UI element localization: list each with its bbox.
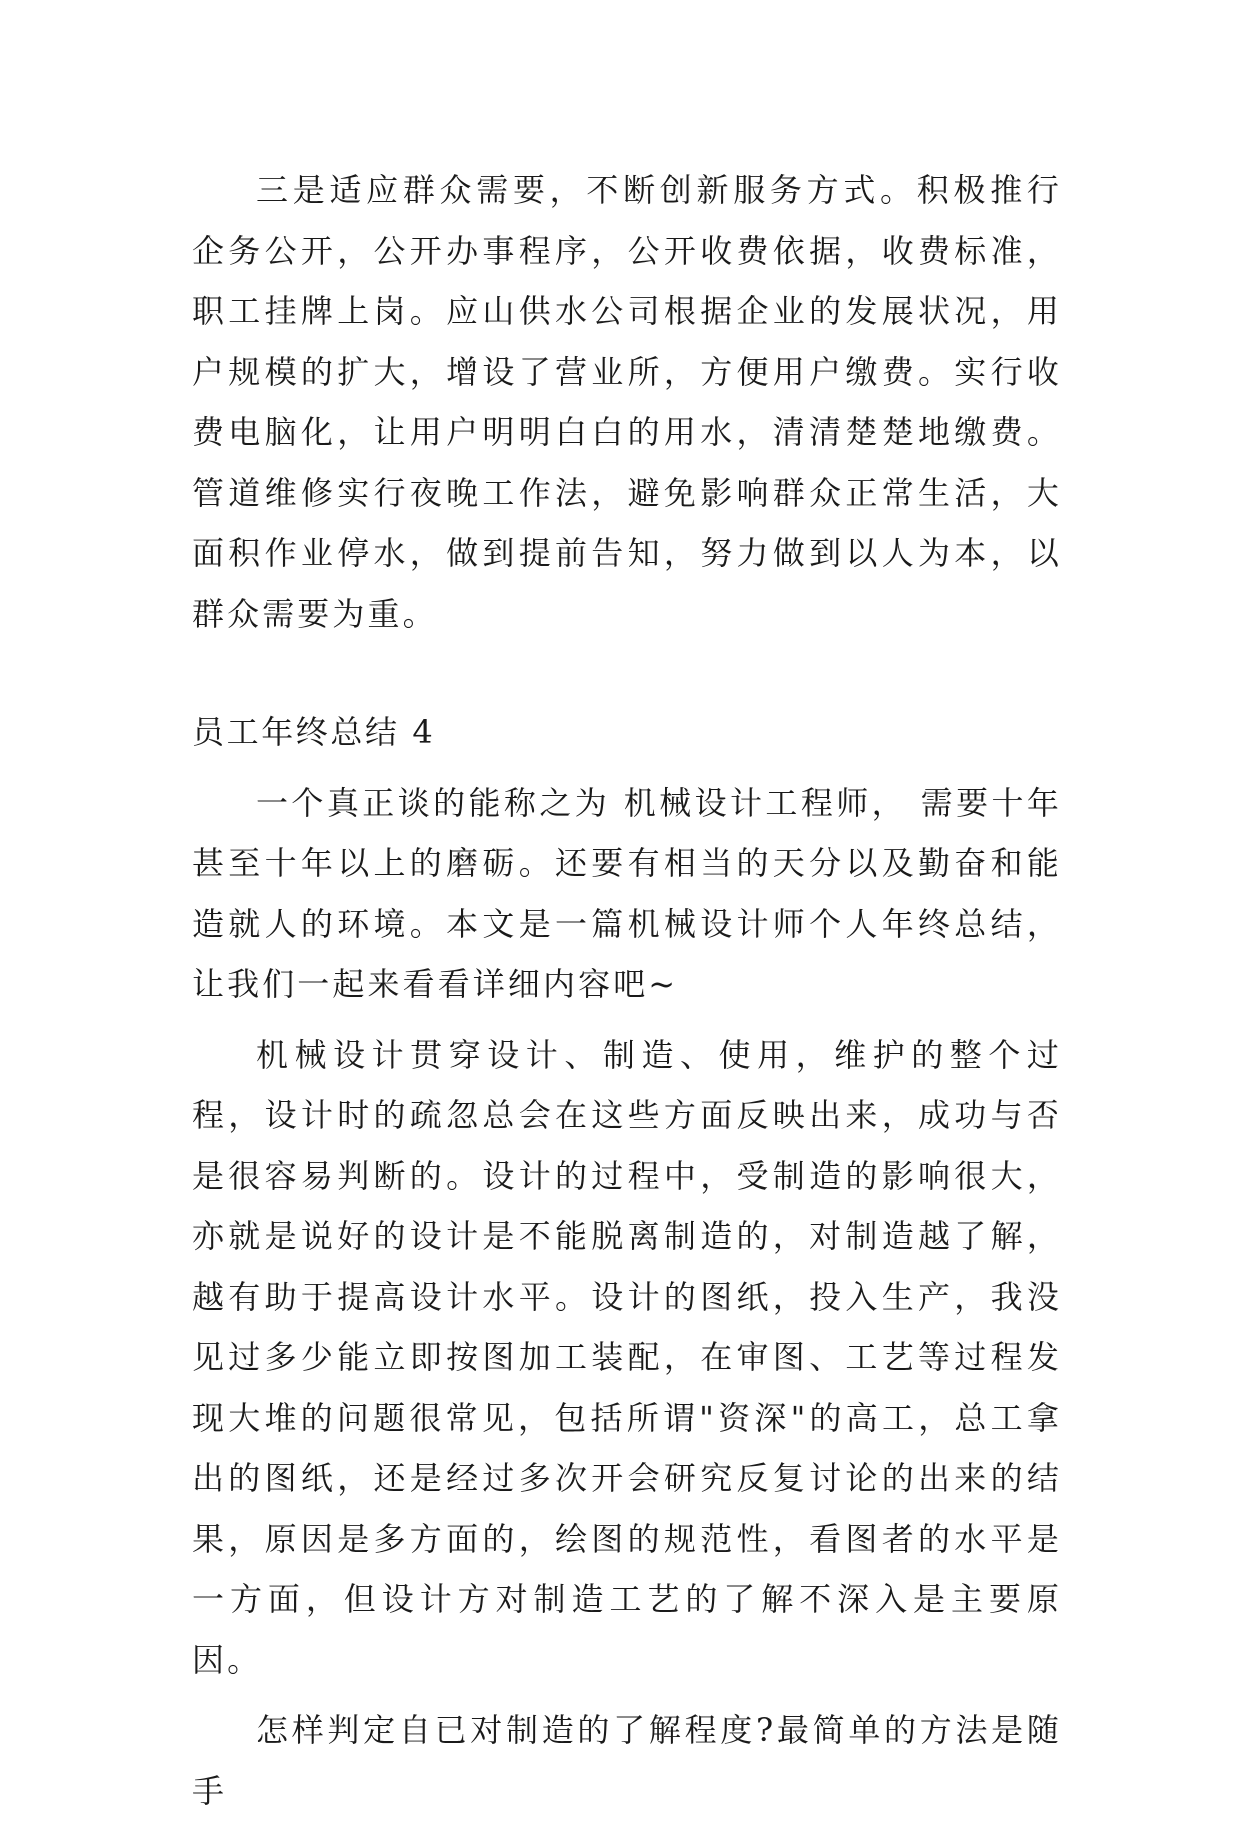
section-heading: 员工年终总结 4 xyxy=(192,713,436,751)
paragraph-understanding-manufacturing: 怎样判定自已对制造的了解程度?最简单的方法是随手 xyxy=(192,1711,1062,1810)
paragraph-design-manufacturing: 机械设计贯穿设计、制造、使用，维护的整个过程，设计时的疏忽总会在这些方面反映出来，成功与否是很容易判断的。设计的过程中，受制造的影响很大，亦就是说好的设计是不能脱离制造的，对制造越了解，越有助于提高设计水平。设计的图纸，投入生产，我没见过多少能立即按图加工装配，在审图、工艺等过程发现大堆的问题很常见，包括所谓"资深"的高工，总工拿出的图纸，还是经过多次开会研究反复讨论的出来的结果，原因是多方面的，绘图的规范性，看图者的水平是一方面，但设计方对制造工艺的了解不深入是主要原因。 xyxy=(192,1035,1062,1679)
paragraph-service-methods: 三是适应群众需要，不断创新服务方式。积极推行企务公开，公开办事程序，公开收费依据，收费标准，职工挂牌上岗。应山供水公司根据企业的发展状况，用户规模的扩大，增设了营业所，方便用户缴费。实行收费电脑化，让用户明明白白的用水，清清楚楚地缴费。管道维修实行夜晚工作法，避免影响群众正常生活，大面积作业停水，做到提前告知，努力做到以人为本，以群众需要为重。 xyxy=(192,171,1062,633)
paragraph-introduction: 一个真正谈的能称之为 机械设计工程师， 需要十年甚至十年以上的磨砺。还要有相当的天分以及勤奋和能造就人的环境。本文是一篇机械设计师个人年终总结，让我们一起来看看详细内容吧~ xyxy=(192,783,1062,1003)
document-body xyxy=(192,160,1062,1821)
